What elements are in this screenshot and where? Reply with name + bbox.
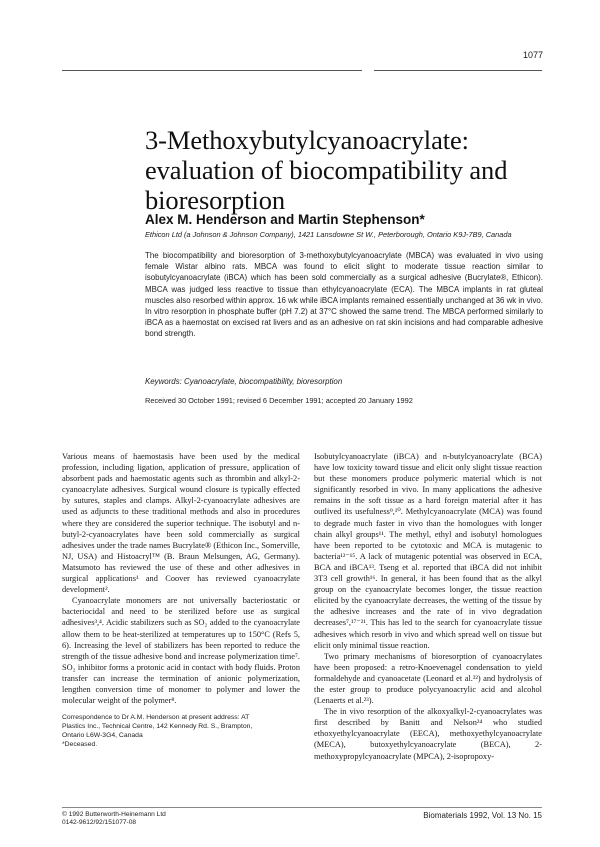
article-code: 0142-9612/92/151077-08 <box>62 819 137 827</box>
copyright: © 1992 Butterworth-Heinemann Ltd <box>62 811 166 818</box>
article-title <box>145 125 575 215</box>
right-paragraph-2: Two primary mechanisms of bioresorption of cyanoacrylates have been proposed: a retro-Knoevenagel condensation to yield formaldehyde and cyanoacetate (Leonard et al.²²) and hydrolysis of the ester group to produce polycyanoacrylic acid and alcohol (Lenaerts et al.²³). <box>314 651 542 706</box>
article-title-line-2: evaluation of biocompatibility and <box>145 155 508 185</box>
article-title-line-1: 3-Methoxybutylcyanoacrylate: <box>145 125 469 155</box>
footer-rule <box>62 807 542 808</box>
deceased-note: *Deceased. <box>62 741 98 748</box>
correspondence-line-2: Plastics Inc., Technical Centre, 142 Kennedy Rd. S., Brampton, <box>62 723 253 730</box>
header-rule-left <box>62 70 362 71</box>
left-paragraph-1: Various means of haemostasis have been used by the medical profession, including ligation, application of pressure, application of absorbent pads and haemostatic agents such as thrombin and alkyl-2-cyanoacrylate adhesives. Surgical wound closure is typically effected by sutures, staples and clamps. Alkyl-2-cyanoacrylate adhesives are used as adjuncts to these traditional methods and also in procedures where they are considered the superior technique. The isobutyl and n-butyl-2-cyanoacrylates have been sold commercially as surgical adhesives under the trade names Bucrylate® (Ethicon Inc., Somerville, NJ, USA) and Histoacryl™ (B. Braun Melsungen, AG, Germany). Matsumoto has reviewed the use of these and other adhesives in surgical applications¹ and Coover has reviewed cyanoacrylate development². <box>62 452 300 595</box>
right-paragraph-3: The in vivo resorption of the alkoxyalkyl-2-cyanoacrylates was first described by Banitt and Nelson²⁴ who studied ethoxyethylcyanoacrylate (EECA), methoxyethylcyanoacrylate (MECA), butoxyethylcyanoacrylate (BECA), 2-methoxypropylcyanoacrylate (MPCA), 2-isopropoxy- <box>314 707 542 761</box>
footer-left <box>62 811 166 828</box>
correspondence-line-3: Ontario L6W-3G4, Canada <box>62 732 143 739</box>
received-dates: Received 30 October 1991; revised 6 December 1991; accepted 20 January 1992 <box>145 396 413 405</box>
correspondence-note <box>62 713 302 749</box>
affiliation: Ethicon Ltd (a Johnson & Johnson Company), 1421 Lansdowne St W., Peterborough, Ontario K9J-7B9, Canada <box>145 230 512 239</box>
keywords: Keywords: Cyanoacrylate, biocompatibility, bioresorption <box>145 377 343 386</box>
authors: Alex M. Henderson and Martin Stephenson* <box>145 212 425 227</box>
page-number: 1077 <box>523 50 544 60</box>
right-column <box>314 451 542 762</box>
journal-citation: Biomaterials 1992, Vol. 13 No. 15 <box>423 811 542 820</box>
abstract: The biocompatibility and bioresorption of 3-methoxybutylcyanoacrylate (MBCA) was evaluated in vivo using female Wistar albino rats. MBCA was found to elicit slight to moderate tissue reaction similar to isobutylcyanoacrylate (iBCA) which has been sold commercially as a surgical adhesive (Bucrylate®, Ethicon). MBCA was judged less reactive to tissue than ethylcyanoacrylate (ECA). The MBCA implants in rat gluteal muscles also resorbed within approx. 16 wk while iBCA implants remained essentially unchanged at 36 wk in vivo. In vitro resorption in phosphate buffer (pH 7.2) at 37°C showed the same trend. The MBCA performed similarly to iBCA as a haemostat on excised rat livers and as an adhesive on rat skin incisions and had comparable adhesive bond strength. <box>145 251 543 339</box>
correspondence-line-1: Correspondence to Dr A.M. Henderson at present address: AT <box>62 714 250 721</box>
left-paragraph-2: Cyanoacrylate monomers are not universally bacteriostatic or bacteriocidal and need to be sterilized before use as surgical adhesives³,⁴. Acidic stabilizers such as SO₂ added to the cyanoacrylate allow them to be heat-sterilized at temperatures up to 150°C (Refs 5, 6). Increasing the level of stabilizers has been reported to reduce the strength of the tissue adhesive bond and increase polymerization time⁷. SO₂ inhibitor forms a protonic acid in contact with body fluids. Proton transfer can increase the termination of anionic polymerization, lengthen conversion time of monomer to polymer and lower the molecular weight of the polymer⁸. <box>62 596 300 706</box>
right-paragraph-1: Isobutylcyanoacrylate (iBCA) and n-butylcyanoacrylate (BCA) have low toxicity toward tissue and elicit only slight tissue reaction but these monomers produce polymeric material which is not significantly resorbed in vivo. In many applications the adhesive remains in the soft tissue as a hard foreign material after it has outlived its usefulness⁹,¹⁰. Methylcyanoacrylate (MCA) was found to degrade much faster in vivo than the homologues with longer chain alkyl groups¹¹. The methyl, ethyl and isobutyl homologues have been reported to be cytotoxic and MCA is mutagenic to bacteria¹²⁻¹⁵. A lack of mutagenic potential was observed in ECA, BCA and iBCA¹³. Tseng et al. reported that iBCA did not inhibit 3T3 cell growth¹⁶. In general, it has been found that as the alkyl group on the cyanoacrylate becomes longer, the tissue reaction elicited by the cyanoacrylate decreases, the wetting of the tissue by the adhesive increases and the rate of in vivo degradation decreases⁷,¹⁷⁻²¹. This has led to the search for cyanoacrylate tissue adhesives which resorb in vivo and which spread well on tissue but elicit only minimal tissue reaction. <box>314 452 542 650</box>
header-rule-right <box>374 70 542 71</box>
article-title-line-3: bioresorption <box>145 185 286 215</box>
left-column <box>62 451 300 706</box>
